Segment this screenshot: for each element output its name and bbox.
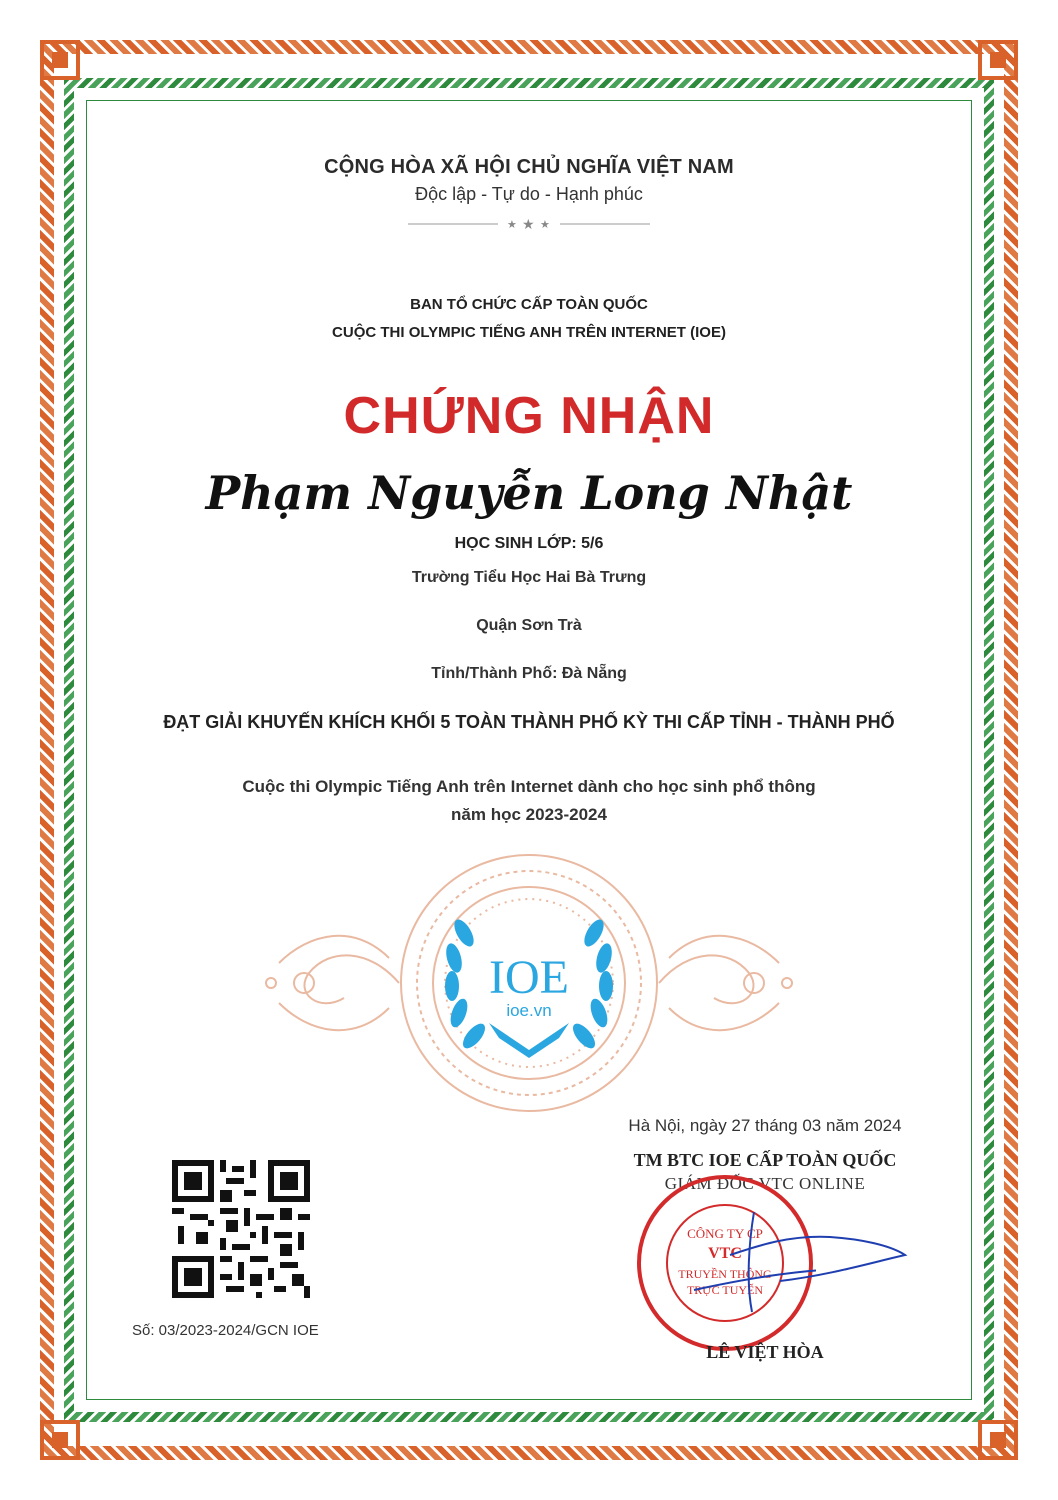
- certificate-title: CHỨNG NHẬN: [343, 387, 715, 445]
- signatory-title: TM BTC IOE CẤP TOÀN QUỐC: [633, 1150, 897, 1170]
- svg-text:★: ★: [540, 218, 550, 231]
- corner-ornament-icon: [978, 40, 1018, 80]
- student-name: Phạm Nguyễn Long Nhật: [205, 466, 853, 520]
- svg-text:★: ★: [522, 217, 535, 231]
- logo-text: IOE: [489, 951, 569, 1004]
- organizer-line-2: CUỘC THI OLYMPIC TIẾNG ANH TRÊN INTERNET (IOE): [332, 324, 726, 341]
- city-name: Tỉnh/Thành Phố: Đà Nẵng: [431, 665, 627, 682]
- star-divider-icon: [408, 217, 650, 231]
- corner-ornament-icon: [40, 1420, 80, 1460]
- svg-text:VTC: VTC: [708, 1245, 742, 1262]
- svg-text:TRUYỀN THÔNG: TRUYỀN THÔNG: [678, 1267, 772, 1281]
- award-text: ĐẠT GIẢI KHUYẾN KHÍCH KHỐI 5 TOÀN THÀNH PHỐ KỲ THI CẤP TỈNH - THÀNH PHỐ: [163, 712, 895, 732]
- contest-description-line-1: Cuộc thi Olympic Tiếng Anh trên Internet dành cho học sinh phổ thông: [242, 777, 816, 796]
- contest-description-line-2: năm học 2023-2024: [451, 805, 607, 824]
- organizer-line-1: BAN TỔ CHỨC CẤP TOÀN QUỐC: [410, 296, 648, 313]
- corner-ornament-icon: [40, 40, 80, 80]
- svg-text:CÔNG TY CP: CÔNG TY CP: [687, 1226, 763, 1241]
- ioe-emblem: [249, 838, 809, 1128]
- student-grade: HỌC SINH LỚP: 5/6: [454, 535, 604, 552]
- signer-name: LÊ VIỆT HÒA: [706, 1342, 824, 1362]
- certificate-serial-number: Số: 03/2023-2024/GCN IOE: [132, 1322, 319, 1339]
- logo-domain: ioe.vn: [506, 1001, 552, 1020]
- issue-date: Hà Nội, ngày 27 tháng 03 năm 2024: [628, 1116, 902, 1135]
- school-name: Trường Tiểu Học Hai Bà Trưng: [411, 569, 647, 586]
- nation-heading: CỘNG HÒA XÃ HỘI CHỦ NGHĨA VIỆT NAM: [324, 156, 734, 178]
- svg-text:TRỰC TUYẾN: TRỰC TUYẾN: [686, 1283, 764, 1297]
- district-name: Quận Sơn Trà: [476, 617, 582, 634]
- signature-icon: [720, 1215, 910, 1295]
- qr-code-icon: [172, 1160, 310, 1298]
- corner-ornament-icon: [978, 1420, 1018, 1460]
- svg-text:★: ★: [507, 218, 517, 231]
- signatory-position: GIÁM ĐỐC VTC ONLINE: [664, 1174, 866, 1193]
- national-motto: Độc lập - Tự do - Hạnh phúc: [415, 184, 643, 204]
